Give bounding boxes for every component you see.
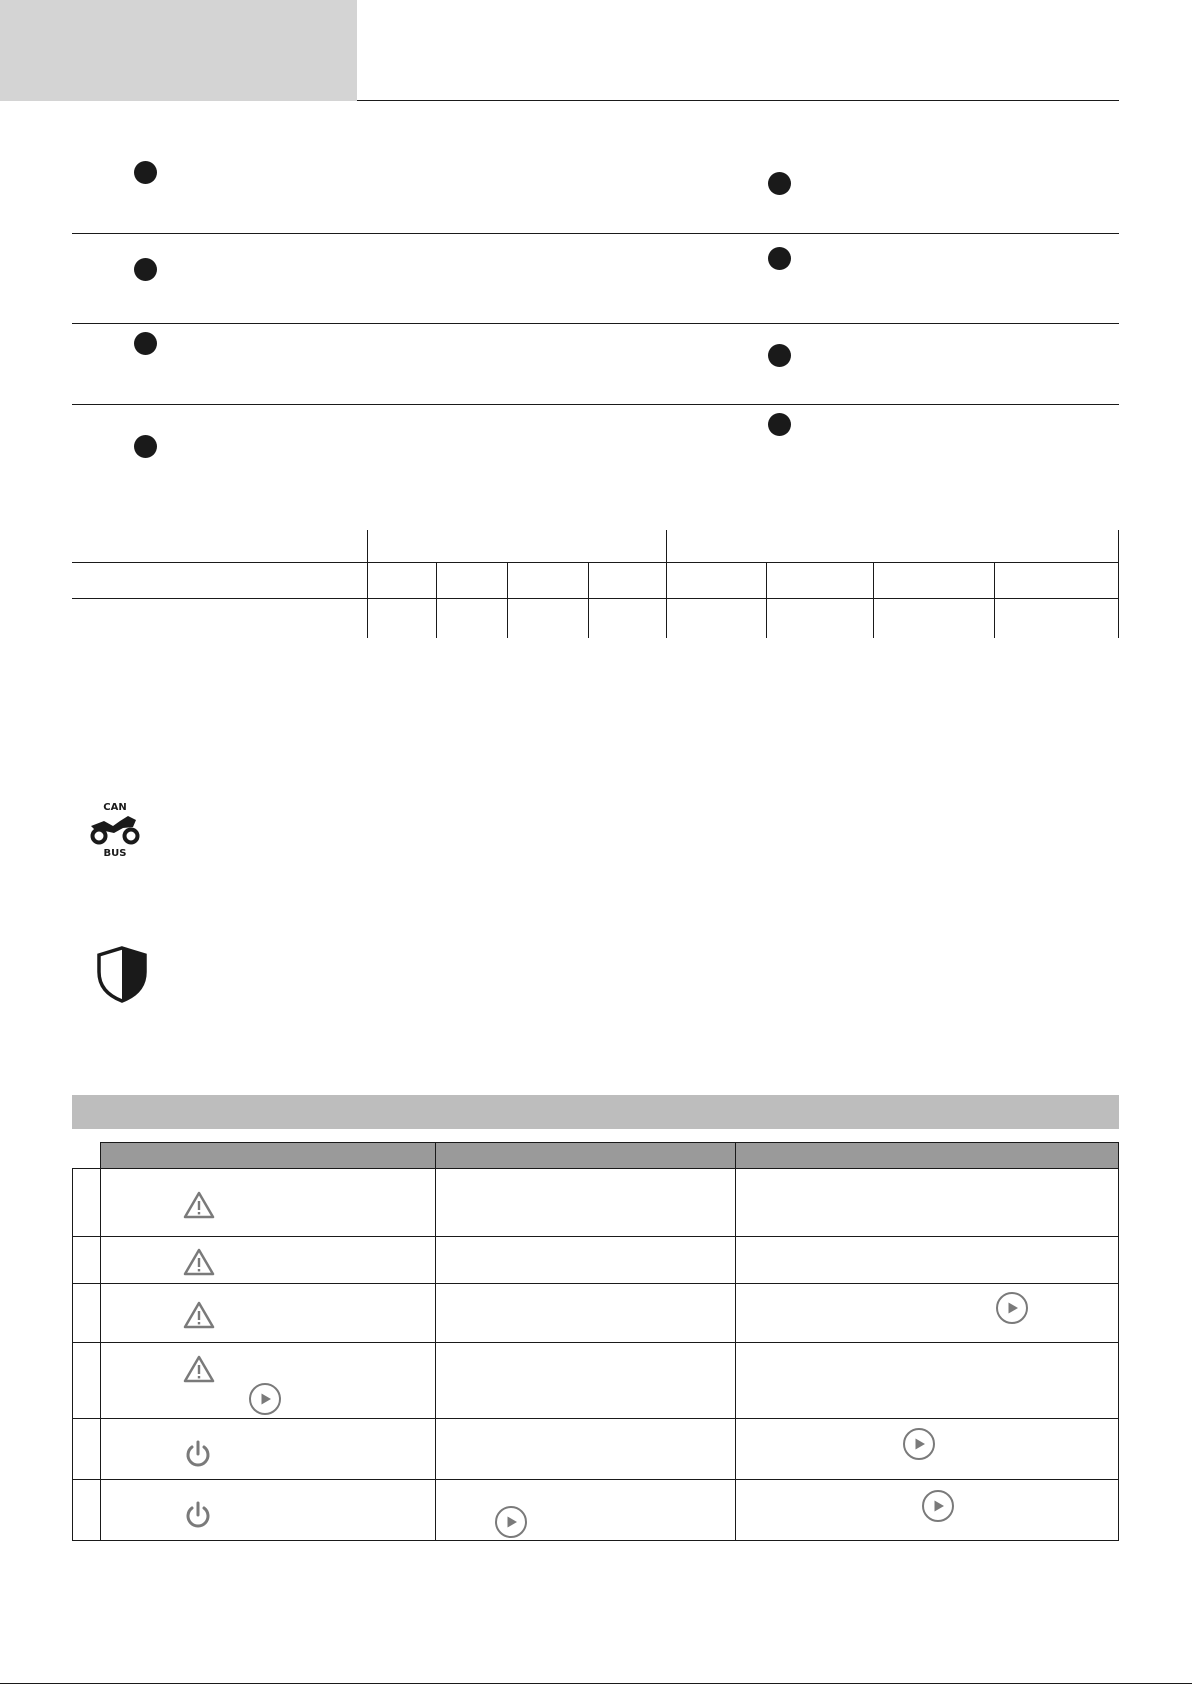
play-circle-icon <box>921 1489 955 1523</box>
warning-triangle-icon <box>182 1190 216 1220</box>
spec-table-col <box>766 562 767 638</box>
table-row-rule <box>72 1479 1119 1480</box>
spec-table-col <box>994 562 995 638</box>
legend-divider <box>72 233 1119 234</box>
table-header-cell <box>435 1142 736 1169</box>
table-col-rule <box>1118 1142 1119 1541</box>
can-label: CAN <box>103 802 127 813</box>
bus-label: BUS <box>103 848 127 859</box>
table-col-rule <box>72 1168 73 1541</box>
table-row-rule <box>72 1342 1119 1343</box>
power-icon <box>183 1500 213 1530</box>
legend-marker <box>134 435 157 458</box>
play-circle-icon <box>995 1291 1029 1325</box>
footer-rule <box>0 1683 1192 1684</box>
table-row-rule <box>72 1168 1119 1169</box>
table-row-rule <box>72 1540 1119 1541</box>
spec-table-col <box>1118 530 1119 638</box>
legend-divider <box>72 323 1119 324</box>
table-header-cell <box>100 1142 436 1169</box>
can-bus-icon <box>86 800 144 860</box>
table-col-rule <box>735 1142 736 1541</box>
legend-marker <box>134 332 157 355</box>
table-row-rule <box>72 1236 1119 1237</box>
spec-table-col <box>367 530 368 638</box>
legend-marker <box>768 247 791 270</box>
header-rule <box>357 100 1119 101</box>
table-header-cell <box>735 1142 1119 1169</box>
spec-table-rule <box>72 562 1119 563</box>
spec-table-col <box>666 530 667 638</box>
play-circle-icon <box>902 1427 936 1461</box>
chapter-tab <box>0 0 357 101</box>
table-col-rule <box>435 1142 436 1541</box>
table-row-rule <box>72 1418 1119 1419</box>
legend-marker <box>768 344 791 367</box>
legend-divider <box>72 404 1119 405</box>
spec-table-col <box>436 562 437 638</box>
table-title-bar <box>72 1095 1119 1129</box>
legend-marker <box>768 413 791 436</box>
warning-triangle-icon <box>182 1300 216 1330</box>
shield-icon <box>95 945 149 1003</box>
spec-table-rule <box>72 598 1119 599</box>
play-circle-icon <box>494 1505 528 1539</box>
legend-marker <box>134 258 157 281</box>
power-icon <box>183 1439 213 1469</box>
warning-triangle-icon <box>182 1247 216 1277</box>
play-circle-icon <box>248 1382 282 1416</box>
legend-marker <box>134 161 157 184</box>
spec-table-col <box>588 562 589 638</box>
table-row-rule <box>72 1283 1119 1284</box>
legend-marker <box>768 172 791 195</box>
spec-table-col <box>873 562 874 638</box>
table-col-rule <box>100 1142 101 1541</box>
spec-table-col <box>507 562 508 638</box>
warning-triangle-icon <box>182 1354 216 1384</box>
